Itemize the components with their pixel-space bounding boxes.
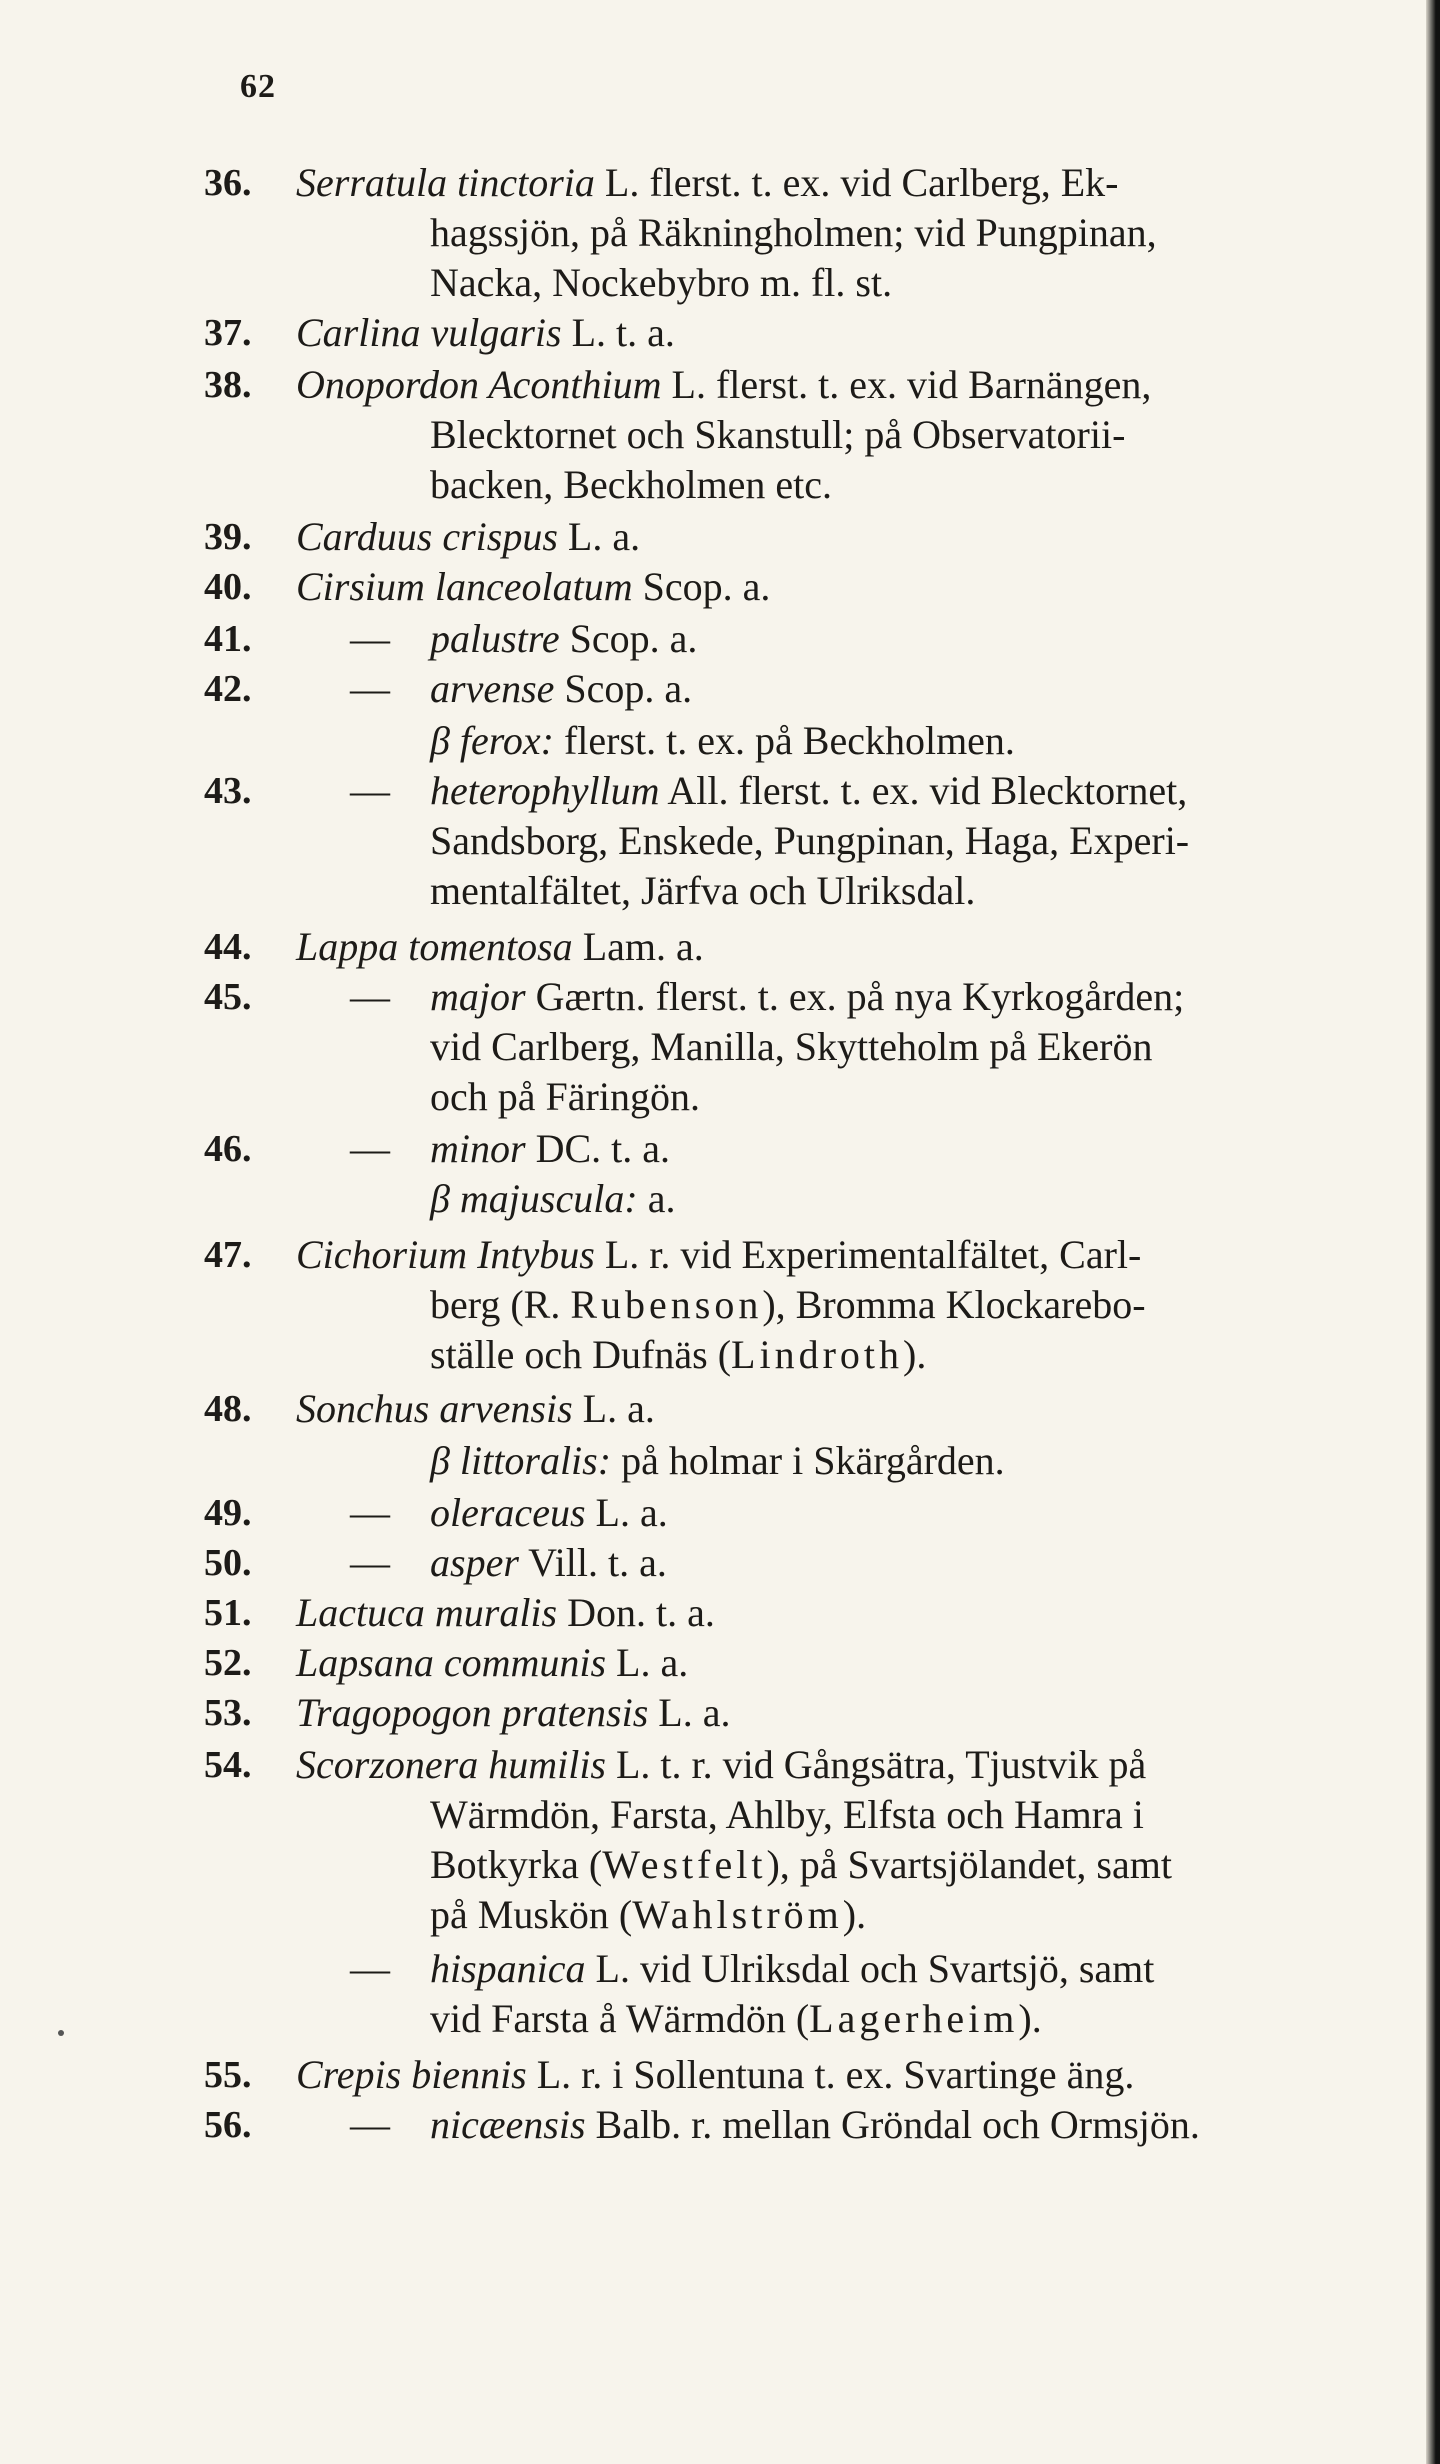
page-edge-shadow <box>1426 0 1440 2464</box>
text-before-name: ställe och Dufnäs ( <box>430 1332 732 1377</box>
collector-name: Wahlström <box>632 1892 843 1937</box>
entry-line <box>0 1994 1440 2044</box>
entry-text <box>296 1230 1336 1280</box>
entry-details: All. flerst. t. ex. vid Blecktornet, <box>667 768 1188 813</box>
entry-details: L. a. <box>616 1640 689 1685</box>
ditto-dash: — <box>350 666 390 711</box>
entry-number: 48. <box>204 1388 252 1430</box>
collector-name: Rubenson <box>570 1282 763 1327</box>
continuation-text: Nacka, Nockebybro m. fl. st. <box>430 260 893 305</box>
text-before-name: vid Farsta å Wärmdön ( <box>430 1996 810 2041</box>
entry-text <box>430 972 1336 1022</box>
entry-line <box>0 258 1440 308</box>
ditto-dash: — <box>350 1126 390 1171</box>
entry-details: Scop. a. <box>569 616 698 661</box>
continuation-text <box>430 1840 1336 1890</box>
entry-number: 39. <box>204 516 252 558</box>
continuation-text: Blecktornet och Skanstull; på Observatorii- <box>430 412 1126 457</box>
entry-details: Lam. a. <box>582 924 704 969</box>
continuation-text: hagssjön, på Räkningholmen; vid Pungpinan, <box>430 210 1157 255</box>
entry-details: Scop. a. <box>564 666 693 711</box>
entry-number: 40. <box>204 566 252 608</box>
continuation-text <box>430 1890 1336 1940</box>
variety-text <box>430 1174 1336 1224</box>
entry-line <box>0 1072 1440 1122</box>
entry-line <box>0 360 1440 410</box>
taxon-name: oleraceus <box>430 1490 586 1535</box>
entry-number: 55. <box>204 2054 252 2096</box>
entry-text <box>430 1124 1336 1174</box>
entry-line <box>0 1384 1440 1434</box>
ditto-dash: — <box>350 2102 390 2147</box>
entry-line <box>0 512 1440 562</box>
entry-number: 38. <box>204 364 252 406</box>
entry-line <box>0 1230 1440 1280</box>
entry-line <box>0 410 1440 460</box>
entry-details: L. a. <box>582 1386 655 1431</box>
entry-line <box>0 1436 1440 1486</box>
entry-number: 46. <box>204 1128 252 1170</box>
entry-line <box>0 308 1440 358</box>
entry-line <box>0 766 1440 816</box>
entry-number: 52. <box>204 1642 252 1684</box>
collector-name: Lindroth <box>731 1332 903 1377</box>
entry-text <box>296 158 1336 208</box>
entry-number: 44. <box>204 926 252 968</box>
entry-details: Don. t. a. <box>567 1590 715 1635</box>
text-before-name: Botkyrka ( <box>430 1842 603 1887</box>
page-number: 62 <box>240 68 276 105</box>
taxon-name: hispanica <box>430 1946 586 1991</box>
collector-name: Lagerheim <box>809 1996 1019 2041</box>
entry-number: 54. <box>204 1744 252 1786</box>
entry-number: 37. <box>204 312 252 354</box>
entry-details: L. r. vid Experimentalfältet, Carl- <box>604 1232 1142 1277</box>
entry-details: L. r. i Sollentuna t. ex. Svartinge äng. <box>536 2052 1135 2097</box>
entry-line <box>0 716 1440 766</box>
entry-details: L. a. <box>658 1690 731 1735</box>
entry-details: flerst. t. ex. på Beckholmen. <box>563 718 1015 763</box>
taxon-name: palustre <box>430 616 560 661</box>
continuation-text: mentalfältet, Järfva och Ulriksdal. <box>430 868 976 913</box>
continuation-text: backen, Beckholmen etc. <box>430 462 833 507</box>
entry-text <box>296 360 1336 410</box>
entry-text <box>296 1740 1336 1790</box>
entry-text <box>296 2050 1336 2100</box>
continuation-text: och på Färingön. <box>430 1074 700 1119</box>
entry-details: L. vid Ulriksdal och Svartsjö, samt <box>595 1946 1155 1991</box>
continuation-text <box>430 1994 1336 2044</box>
taxon-name: heterophyllum <box>430 768 660 813</box>
text-before-name: på Muskön ( <box>430 1892 633 1937</box>
entry-details: DC. t. a. <box>535 1126 671 1171</box>
ink-speck <box>58 2030 64 2036</box>
entry-text <box>296 1638 1336 1688</box>
text-after-name: ). <box>842 1892 867 1937</box>
ditto-dash: — <box>350 1490 390 1535</box>
entry-number: 47. <box>204 1234 252 1276</box>
taxon-name: Scorzonera humilis <box>296 1742 606 1787</box>
taxon-name: major <box>430 974 526 1019</box>
taxon-name: Crepis biennis <box>296 2052 527 2097</box>
entry-text <box>430 2100 1336 2150</box>
entry-details: a. <box>647 1176 676 1221</box>
taxon-name: Tragopogon pratensis <box>296 1690 649 1735</box>
entry-number: 36. <box>204 162 252 204</box>
taxon-name: Serratula tinctoria <box>296 160 595 205</box>
entry-line <box>0 1538 1440 1588</box>
entry-line <box>0 1638 1440 1688</box>
entry-number: 49. <box>204 1492 252 1534</box>
entry-number: 53. <box>204 1692 252 1734</box>
collector-name: Westfelt <box>602 1842 767 1887</box>
taxon-name: Lapsana communis <box>296 1640 607 1685</box>
entry-line <box>0 1944 1440 1994</box>
entry-line <box>0 208 1440 258</box>
entry-line <box>0 664 1440 714</box>
entry-text <box>430 1538 1336 1588</box>
entry-details: L. a. <box>595 1490 668 1535</box>
continuation-text <box>430 1330 1336 1380</box>
entry-line <box>0 2100 1440 2150</box>
entry-number: 56. <box>204 2104 252 2146</box>
taxon-name: Carlina vulgaris <box>296 310 562 355</box>
entry-text <box>430 614 1336 664</box>
ditto-dash: — <box>350 974 390 1019</box>
taxon-name: asper <box>430 1540 519 1585</box>
continuation-text: Sandsborg, Enskede, Pungpinan, Haga, Experi- <box>430 818 1190 863</box>
entry-number: 41. <box>204 618 252 660</box>
taxon-name: nicæensis <box>430 2102 586 2147</box>
text-after-name: ). <box>1018 1996 1042 2041</box>
entry-details: L. t. r. vid Gångsätra, Tjustvik på <box>616 1742 1147 1787</box>
taxon-name: minor <box>430 1126 526 1171</box>
entry-text <box>296 1588 1336 1638</box>
entry-text <box>430 766 1336 816</box>
entry-number: 45. <box>204 976 252 1018</box>
taxon-name: Onopordon Aconthium <box>296 362 662 407</box>
text-after-name: ), på Svartsjölandet, samt <box>766 1842 1172 1887</box>
ditto-dash: — <box>350 768 390 813</box>
entry-line <box>0 1588 1440 1638</box>
entry-details: L. t. a. <box>571 310 675 355</box>
continuation-text: Wärmdön, Farsta, Ahlby, Elfsta och Hamra i <box>430 1792 1144 1837</box>
entry-line <box>0 1124 1440 1174</box>
entry-line <box>0 922 1440 972</box>
entry-number: 51. <box>204 1592 252 1634</box>
continuation-text <box>430 1280 1336 1330</box>
entry-line <box>0 1740 1440 1790</box>
entry-line <box>0 614 1440 664</box>
entry-line <box>0 816 1440 866</box>
entry-number: 50. <box>204 1542 252 1584</box>
entry-line <box>0 1174 1440 1224</box>
ditto-dash: — <box>350 1946 390 1991</box>
entry-line <box>0 2050 1440 2100</box>
entry-text <box>296 512 1336 562</box>
ditto-dash: — <box>350 616 390 661</box>
entry-line <box>0 1790 1440 1840</box>
entry-line <box>0 972 1440 1022</box>
entry-line <box>0 460 1440 510</box>
entry-details: Scop. a. <box>642 564 771 609</box>
variety-name: β ferox: <box>430 718 554 763</box>
entry-line <box>0 158 1440 208</box>
taxon-name: arvense <box>430 666 555 711</box>
entry-line <box>0 866 1440 916</box>
entry-text <box>430 1488 1336 1538</box>
entry-details: L. a. <box>567 514 641 559</box>
entry-details: Vill. t. a. <box>528 1540 667 1585</box>
taxon-name: Cichorium Intybus <box>296 1232 595 1277</box>
entry-line <box>0 1330 1440 1380</box>
taxon-name: Lactuca muralis <box>296 1590 558 1635</box>
entry-line <box>0 562 1440 612</box>
entry-text <box>296 308 1336 358</box>
entry-text <box>430 664 1336 714</box>
text-before-name: berg (R. <box>430 1282 571 1327</box>
ditto-dash: — <box>350 1540 390 1585</box>
entry-number: 42. <box>204 668 252 710</box>
entry-line <box>0 1840 1440 1890</box>
taxon-name: Cirsium lanceolatum <box>296 564 633 609</box>
taxon-name: Sonchus arvensis <box>296 1386 573 1431</box>
taxon-name: Lappa tomentosa <box>296 924 573 969</box>
taxon-name: Carduus crispus <box>296 514 558 559</box>
variety-text <box>430 1436 1336 1486</box>
entry-details: Balb. r. mellan Gröndal och Ormsjön. <box>595 2102 1200 2147</box>
entry-text <box>296 562 1336 612</box>
variety-name: β littoralis: <box>430 1438 612 1483</box>
entry-text <box>430 1944 1336 1994</box>
entry-line <box>0 1488 1440 1538</box>
variety-text <box>430 716 1336 766</box>
variety-name: β majuscula: <box>430 1176 638 1221</box>
entry-line <box>0 1280 1440 1330</box>
entry-line <box>0 1688 1440 1738</box>
entry-number: 43. <box>204 770 252 812</box>
entry-details: på holmar i Skärgården. <box>621 1438 1005 1483</box>
entry-text <box>296 922 1336 972</box>
entry-text <box>296 1384 1336 1434</box>
entry-details: L. flerst. t. ex. vid Carlberg, Ek- <box>604 160 1119 205</box>
entry-details: L. flerst. t. ex. vid Barnängen, <box>671 362 1152 407</box>
entry-line <box>0 1022 1440 1072</box>
entry-details: Gærtn. flerst. t. ex. på nya Kyrkogården; <box>535 974 1185 1019</box>
text-after-name: ). <box>903 1332 927 1377</box>
entry-text <box>296 1688 1336 1738</box>
text-after-name: ), Bromma Klockarebo- <box>762 1282 1146 1327</box>
entry-line <box>0 1890 1440 1940</box>
continuation-text: vid Carlberg, Manilla, Skytteholm på Ekerön <box>430 1024 1153 1069</box>
